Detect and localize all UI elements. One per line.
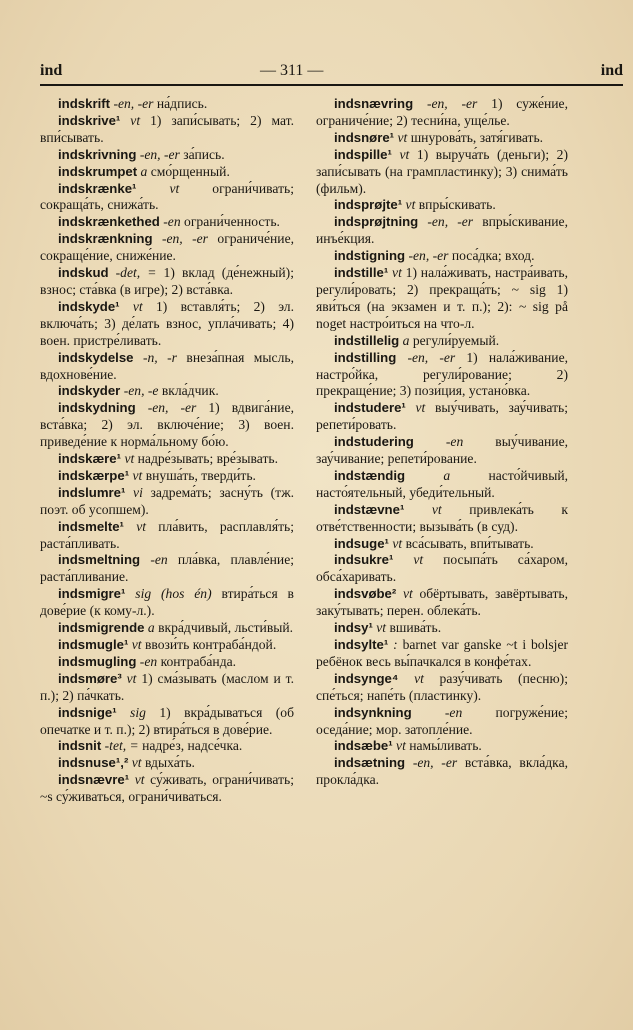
grammar-note: vt [414, 670, 424, 686]
dictionary-entry [40, 231, 294, 265]
translation: привлека́ть к отве́тственности; вызыва́ть (в суд). [316, 501, 568, 534]
headword: indsmugling [58, 653, 137, 669]
dictionary-entry [316, 434, 568, 468]
grammar-note: -en, -er [139, 146, 180, 162]
translation: 1) вдвига́ние, вста́вка; 2) эл. включе́ние; 3) воен. приведе́ние к норма́льному бо́ю. [40, 400, 294, 450]
translation: ограни́ченность. [184, 214, 280, 230]
headword: indskydning [58, 400, 136, 416]
headword: indsætning [334, 755, 406, 771]
headword: indsmigrende [58, 620, 145, 636]
dictionary-entry [316, 552, 568, 586]
dictionary-entry [316, 586, 568, 620]
headword: indskyder [58, 383, 121, 399]
grammar-note: vi [133, 484, 143, 500]
headword: indsprøjte¹ [334, 197, 403, 213]
headword: indskud [58, 265, 109, 281]
headword: indstillelig [334, 332, 400, 348]
grammar-note: vt [431, 501, 442, 517]
headword: indsmøre³ [58, 670, 122, 686]
dictionary-entry [40, 637, 294, 654]
headword: indsmelte¹ [58, 518, 124, 534]
translation: за́пись. [183, 146, 225, 162]
translation: регули́руемый. [412, 332, 500, 348]
dictionary-entry [40, 383, 294, 400]
translation: 1) суже́ние, ограниче́ние; 2) тесни́на, уще́лье. [316, 96, 568, 128]
dictionary-entry [316, 214, 568, 248]
translation: 1) выруча́ть (деньги); 2) запи́сывать (на грампластинку); 3) снима́ть (фильм). [316, 146, 569, 196]
grammar-note: vt [131, 637, 142, 652]
headword: indstudere¹ [334, 400, 406, 416]
translation: 1) нала́живание, настро́йка, регули́рование; 2) прекраще́ние; 3) пози́ция, устано́вка. [316, 349, 568, 399]
left-guide-word: ind [40, 62, 63, 79]
translation: втира́ться в дове́рие (к кому-л.). [40, 586, 294, 619]
grammar-note: -en [445, 434, 464, 450]
translation: пла́вка, плавле́ние; раста́пливание. [40, 552, 295, 585]
grammar-note: -en, -er [408, 248, 449, 264]
dictionary-entry [316, 738, 568, 755]
translation: 1) вклад (де́нежный); взнос; ста́вка (в игре); 2) вста́вка. [40, 265, 294, 297]
headword: indsnævring [334, 96, 414, 111]
dictionary-entry [40, 265, 294, 299]
headword: indspille¹ [334, 146, 392, 162]
dictionary-entry [40, 214, 294, 231]
grammar-note: -det, = [115, 265, 164, 281]
dictionary-entry [316, 350, 568, 401]
headword: indsynge⁴ [334, 670, 399, 686]
grammar-note: vt [134, 772, 145, 788]
headword: indsmeltning [58, 552, 141, 568]
grammar-note: vt [402, 586, 413, 602]
grammar-note: : [393, 637, 398, 652]
translation: вшива́ть. [389, 620, 442, 636]
dictionary-entry [40, 620, 294, 637]
dictionary-entry [316, 248, 568, 265]
headword: indskydelse [58, 349, 134, 365]
grammar-note: a [140, 163, 148, 179]
dictionary-entry [40, 451, 294, 468]
grammar-note: a [443, 467, 451, 483]
dictionary-entry [40, 350, 294, 384]
dictionary-entry [40, 96, 294, 113]
headword: indstævne¹ [334, 501, 405, 517]
right-guide-word: ind [600, 62, 623, 79]
translation: вса́сывать, впи́тывать. [405, 535, 534, 551]
headword: indsnævre¹ [58, 772, 130, 788]
grammar-note: a [147, 620, 155, 636]
translation: впры́скивать. [418, 197, 496, 213]
headword: indstændig [334, 467, 406, 483]
dictionary-entry [40, 519, 294, 553]
translation: на́дпись. [156, 96, 208, 111]
translation: разу́чивать (песню); спе́ться; напе́ть (пластинку). [316, 670, 568, 703]
translation: надре́з, надсе́чка. [142, 738, 243, 754]
dictionary-entry [316, 147, 568, 198]
translation: выу́чивать, зау́чивать; репети́ровать. [316, 400, 569, 433]
grammar-note: vt [131, 755, 142, 771]
grammar-note: vt [169, 180, 180, 196]
translation: контраба́нда. [160, 653, 237, 669]
header-rule [40, 84, 623, 86]
dictionary-entry [40, 113, 294, 147]
translation: шнурова́ть, затя́гивать. [410, 129, 544, 145]
translation: поса́дка; вход. [451, 248, 535, 264]
translation: задрема́ть; засну́ть (тж. поэт. об усопшем). [40, 484, 294, 517]
translation: ограни́чивать; сокраща́ть, снижа́ть. [40, 180, 294, 213]
page-number: — 311 — [260, 62, 324, 79]
dictionary-entry [316, 400, 568, 434]
grammar-note: a [402, 332, 410, 348]
grammar-note: vt [392, 535, 403, 551]
headword: indstilling [334, 349, 397, 365]
grammar-note: -en, -er [147, 400, 197, 416]
translation: вкла́дчик. [161, 383, 219, 399]
grammar-note: -en, -er [407, 349, 456, 365]
headword: indskære¹ [58, 451, 122, 467]
grammar-note: vt [397, 129, 408, 145]
dictionary-entry [40, 164, 294, 181]
page-header [40, 62, 623, 82]
translation: смо́рщенный. [150, 163, 230, 179]
headword: indskrumpet [58, 163, 138, 179]
dictionary-entry [316, 468, 568, 502]
dictionary-entry [40, 147, 294, 164]
headword: indsukre¹ [334, 552, 394, 568]
dictionary-entry [40, 772, 294, 806]
headword: indsy¹ [334, 620, 373, 636]
headword: indsnuse¹,² [58, 755, 129, 771]
translation: 1) вставля́ть; 2) эл. включа́ть; 3) де́лать взнос, упла́чивать; 4) воен. пристре́ливать. [40, 298, 294, 348]
translation: ограниче́ние, сокраще́ние, сниже́ние. [40, 231, 294, 264]
dictionary-entry [40, 468, 294, 485]
grammar-note: vt [396, 738, 406, 754]
headword: indskrænke¹ [58, 180, 137, 196]
dictionary-entry [40, 485, 294, 519]
grammar-note: -en, -e [123, 383, 159, 399]
grammar-note: -n, -r [142, 349, 177, 365]
dictionary-entry [316, 755, 568, 789]
grammar-note: sig (hos én) [135, 586, 212, 602]
grammar-note: -en, -er [426, 96, 478, 111]
grammar-note: vt [413, 552, 424, 568]
headword: indstille¹ [334, 265, 389, 281]
right-column [316, 96, 568, 789]
translation: внеза́пная мысль, вдохнове́ние. [40, 349, 294, 382]
translation: су́живать, ограни́чивать; ~s су́живаться, ограни́чиваться. [40, 772, 294, 805]
grammar-note: vt [126, 670, 137, 686]
headword: indsmugle¹ [58, 637, 129, 652]
dictionary-entry [316, 671, 568, 705]
dictionary-entry [40, 671, 294, 705]
headword: indsuge¹ [334, 535, 389, 551]
dictionary-entry [316, 502, 568, 536]
translation: погруже́ние; оседа́ние; мор. затопле́ние. [316, 704, 568, 737]
translation: надре́зывать; вре́зывать. [137, 451, 278, 467]
grammar-note: vt [392, 265, 402, 281]
grammar-note: -en [150, 552, 168, 568]
dictionary-entry [40, 654, 294, 671]
dictionary-entry [316, 265, 568, 333]
dictionary-entry [316, 130, 568, 147]
headword: indstigning [334, 248, 406, 264]
headword: indskyde¹ [58, 298, 120, 314]
headword: indslumre¹ [58, 484, 126, 500]
dictionary-entry [40, 299, 294, 350]
grammar-note: -tet, = [104, 738, 143, 754]
headword: indsmigre¹ [58, 586, 126, 602]
translation: выу́чивание, зау́чивание; репети́рование. [316, 434, 568, 467]
headword: indskrivning [58, 146, 137, 162]
dictionary-entry [316, 637, 568, 671]
grammar-note: sig [130, 704, 146, 720]
translation: 1) вкра́дываться (об опечатке и т. п.); 2) втира́ться в дове́рие. [40, 704, 294, 737]
grammar-note: vt [399, 146, 410, 162]
grammar-note: vt [132, 298, 143, 314]
headword: indsæbe¹ [334, 738, 393, 754]
headword: indskærpe¹ [58, 467, 130, 483]
grammar-note: vt [130, 112, 141, 128]
dictionary-entry [316, 96, 568, 130]
translation: ввози́ть контраба́ндой. [144, 637, 277, 652]
headword: indskrænkning [58, 231, 153, 247]
translation: намы́ливать. [409, 738, 482, 754]
dictionary-entry [40, 181, 294, 215]
headword: indsynkning [334, 704, 412, 720]
translation: вкра́дчивый, льсти́вый. [158, 620, 294, 636]
headword: indskrænkethed [58, 214, 160, 230]
grammar-note: -en, -er [427, 214, 474, 230]
dictionary-entry [316, 197, 568, 214]
dictionary-entry [316, 333, 568, 350]
dictionary-entry [40, 705, 294, 739]
headword: indsylte¹ [334, 637, 389, 652]
headword: indsnige¹ [58, 704, 117, 720]
dictionary-entry [40, 552, 294, 586]
translation: внуша́ть, тверди́ть. [145, 467, 256, 483]
grammar-note: vt [405, 197, 416, 213]
dictionary-entry [316, 705, 568, 739]
headword: indsnøre¹ [334, 129, 395, 145]
translation: вдыха́ть. [144, 755, 195, 771]
translation: посыпа́ть са́харом, обса́харивать. [316, 552, 569, 585]
headword: indsnit [58, 738, 102, 754]
headword: indskrive¹ [58, 112, 121, 128]
translation: пла́вить, расплавля́ть; раста́пливать. [40, 518, 294, 551]
grammar-note: -en, -er [161, 231, 208, 247]
dictionary-entry [316, 620, 568, 637]
headword: indsvøbe² [334, 586, 397, 602]
grammar-note: -en [139, 653, 158, 669]
left-column [40, 96, 294, 806]
dictionary-entry [316, 536, 568, 553]
dictionary-entry [40, 586, 294, 620]
translation: насто́йчивый, насто́ятельный, убеди́тельный. [316, 467, 568, 500]
grammar-note: -en [444, 704, 463, 720]
dictionary-entry [40, 400, 294, 451]
dictionary-entry [40, 755, 294, 772]
translation: 1) запи́сывать; 2) мат. впи́сывать. [40, 112, 294, 145]
translation: обёртывать, завёртывать, заку́тывать; перен. облека́ть. [316, 586, 569, 619]
translation: впры́скивание, инъе́кция. [316, 214, 568, 247]
headword: indsprøjtning [334, 214, 419, 230]
headword: indstudering [334, 434, 414, 450]
headword: indskrift [58, 96, 111, 111]
grammar-note: vt [136, 518, 147, 534]
grammar-note: vt [376, 620, 387, 636]
grammar-note: vt [124, 451, 135, 467]
grammar-note: vt [415, 400, 426, 416]
grammar-note: -en [163, 214, 181, 230]
translation: 1) сма́зывать (маслом и т. п.); 2) па́чкать. [40, 670, 294, 703]
grammar-note: -en, -er [113, 96, 154, 111]
translation: 1) нала́живать, настра́ивать, регули́ровать; 2) прекраща́ть; ~ sig 1) яви́ться (на экзамен и т. п.); 2): ~ sig på noget настро́иться на что-л. [316, 265, 568, 331]
dictionary-entry [40, 738, 294, 755]
translation: вста́вка, вкла́дка, прокла́дка. [316, 755, 569, 788]
grammar-note: -en, -er [412, 755, 458, 771]
grammar-note: vt [132, 467, 143, 483]
translation: barnet var ganske ~t i bolsjer ребёнок весь вы́пачкался в конфе́тах. [316, 637, 569, 669]
